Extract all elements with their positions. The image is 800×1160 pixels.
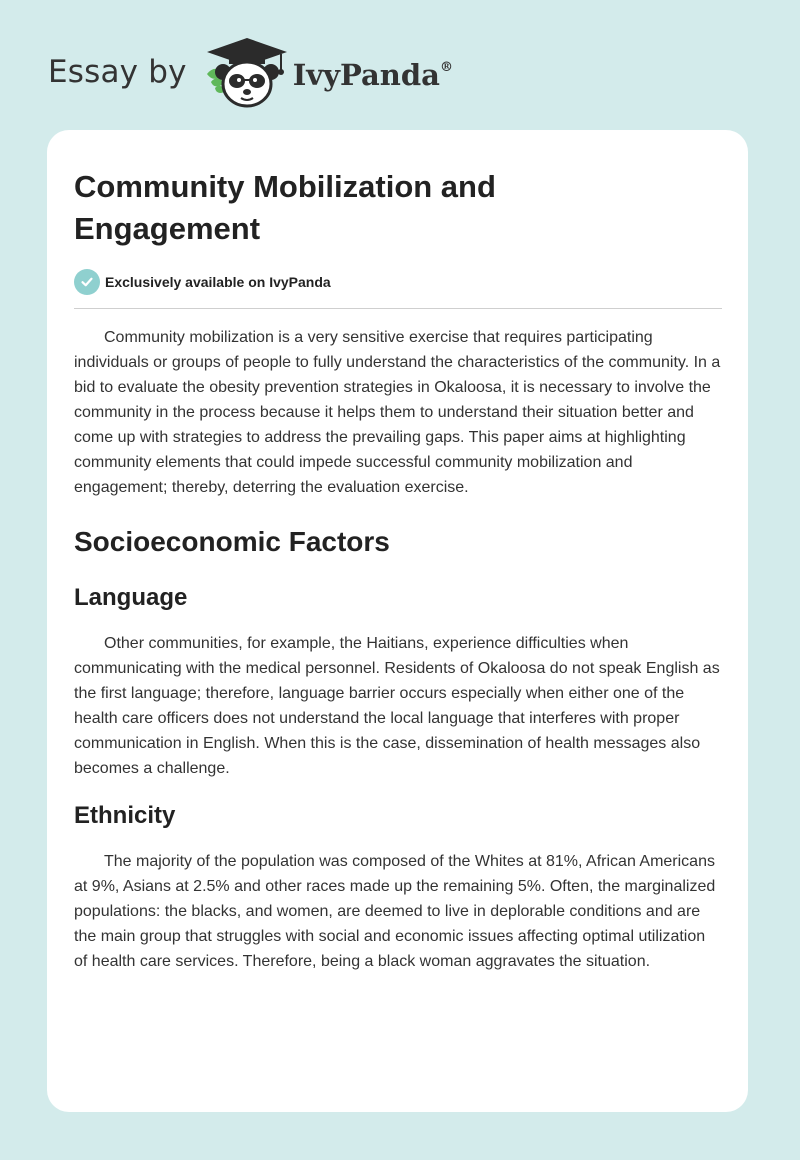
section-heading: Socioeconomic Factors [74, 526, 390, 557]
essay-card [47, 130, 748, 1112]
language-paragraph: Other communities, for example, the Haitians, experience difficulties when communicating with the medical personnel. Residents of Okaloosa do not speak English as the first language; therefore, language barrier occurs especially when either one of the health care officers does not understand the local language that interferes with proper communication in English. When this is the case, dissemination of health messages also becomes a challenge. [74, 635, 720, 777]
ethnicity-paragraph: The majority of the population was composed of the Whites at 81%, African Americans at 9%, Asians at 2.5% and other races made up the remaining 5%. Often, the marginalized populations: the blacks, and women, are deemed to live in deplorable conditions and are the main group that struggles with social and economic issues affecting optimal utilization of health care services. Therefore, being a black woman aggravates the situation. [74, 853, 716, 970]
check-circle-icon [74, 269, 100, 295]
exclusive-badge [74, 268, 722, 296]
brand-name: IvyPanda® [292, 58, 453, 92]
subsection-heading-language: Language [74, 584, 188, 611]
subsection-heading-ethnicity: Ethnicity [74, 802, 176, 829]
brand-prefix: Essay by [48, 54, 187, 90]
page-title: Community Mobilization and Engagement [74, 169, 496, 246]
brand-header[interactable] [48, 36, 453, 110]
divider [74, 308, 722, 309]
panda-graduate-icon [203, 36, 291, 110]
intro-paragraph: Community mobilization is a very sensitive exercise that requires participating individuals or groups of people to fully understand the characteristics of the community. In a bid to evaluate the obesity prevention strategies in Okaloosa, it is necessary to involve the community in the process because it helps them to understand their situation better and come up with strategies to address the prevailing gaps. This paper aims at highlighting community elements that could impede successful community mobilization and engagement; thereby, deterring the evaluation exercise. [74, 329, 721, 496]
exclusive-label: Exclusively available on IvyPanda [105, 274, 331, 290]
